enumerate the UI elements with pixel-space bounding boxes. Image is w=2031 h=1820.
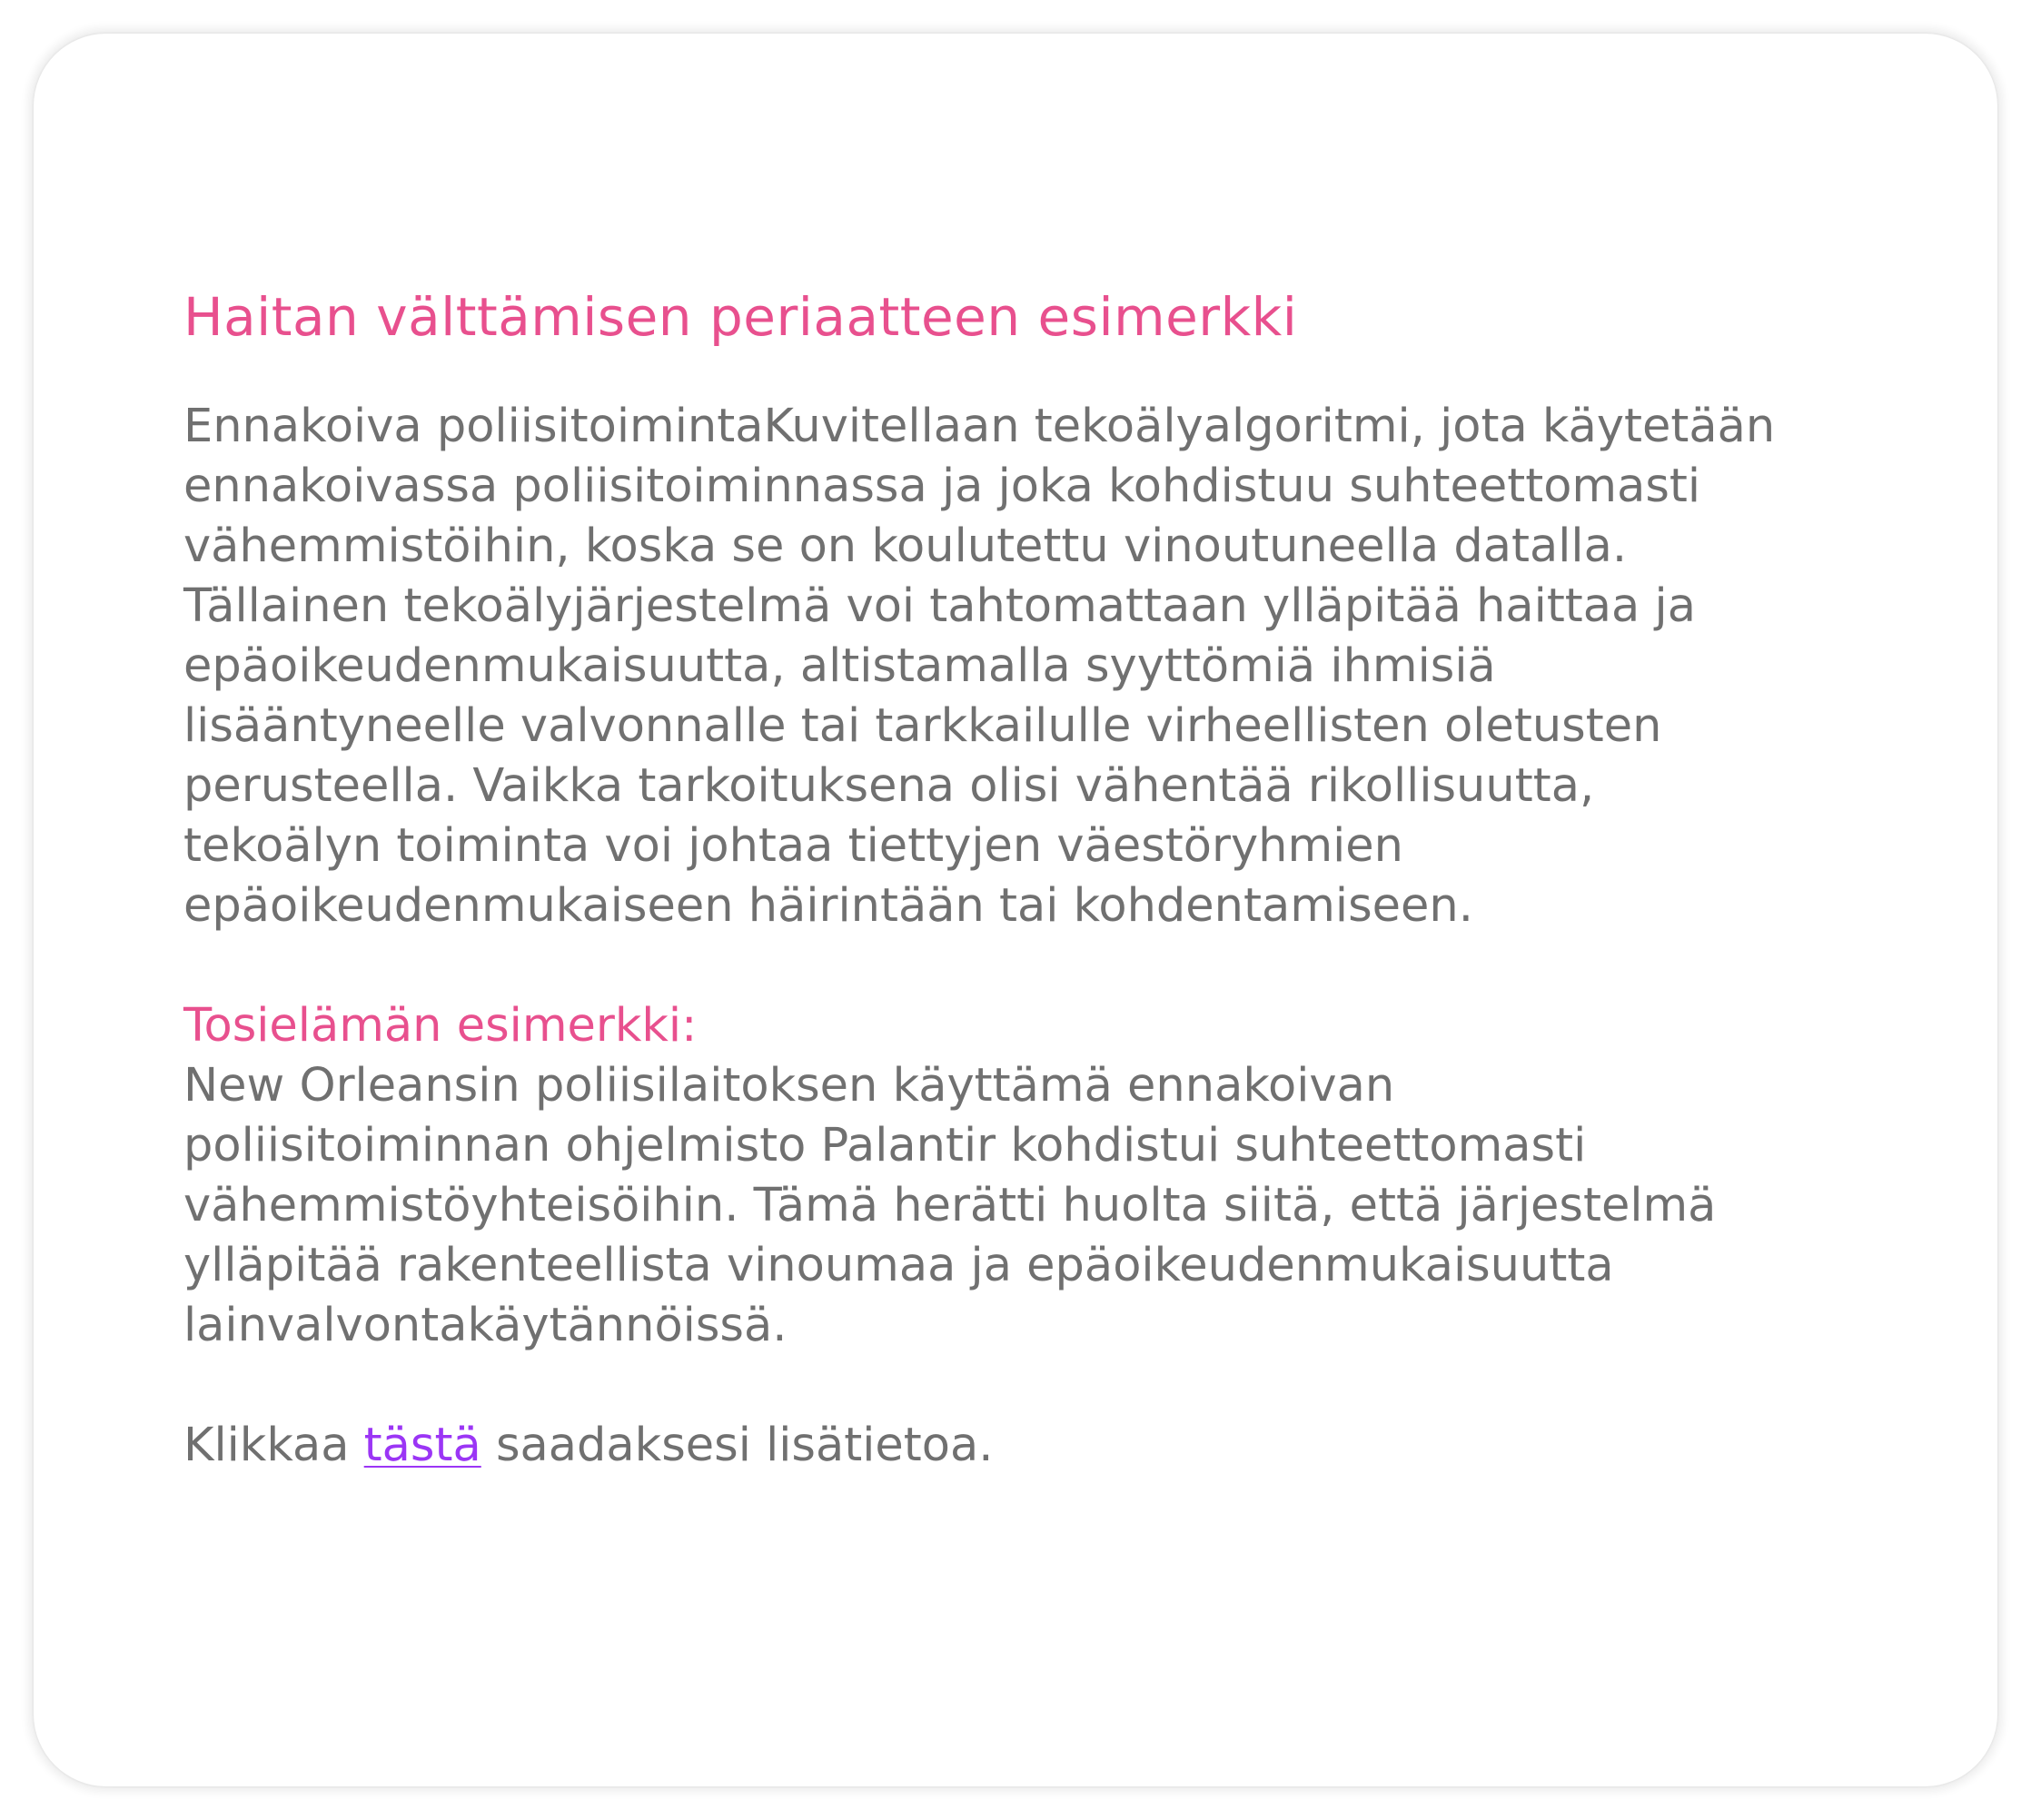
real-example-paragraph: New Orleansin poliisilaitoksen käyttämä ennakoivan poliisitoiminnan ohjelmisto Palantir kohdistui suhteettomasti vähemmistöyhteisöihin. Tämä herätti huolta siitä, että järjestelmä ylläpitää rakenteellista vinoumaa ja epäoikeudenmukaisuutta lainvalvontakäytännöissä. xyxy=(183,1059,1717,1352)
card-title: Haitan välttämisen periaatteen esimerkki xyxy=(183,286,1298,348)
card-content xyxy=(183,281,1955,1476)
content-card xyxy=(34,34,1997,1786)
more-info-link[interactable]: tästä xyxy=(363,1419,481,1472)
more-info-suffix: saadaksesi lisätietoa. xyxy=(481,1419,994,1472)
intro-paragraph: Ennakoiva poliisitoimintaKuvitellaan tekoälyalgoritmi, jota käytetään ennakoivassa poliisitoiminnassa ja joka kohdistuu suhteettomasti vähemmistöihin, koska se on koulutettu vinoutuneella datalla. Tällainen tekoälyjärjestelmä voi tahtomattaan ylläpitää haittaa ja epäoikeudenmukaisuutta, altistamalla syyttömiä ihmisiä lisääntyneelle valvonnalle tai tarkkailulle virheellisten oletusten perusteella. Vaikka tarkoituksena olisi vähentää rikollisuutta, tekoälyn toiminta voi johtaa tiettyjen väestöryhmien epäoikeudenmukaiseen häirintään tai kohdentamiseen. xyxy=(183,400,1776,933)
real-example-heading: Tosielämän esimerkki: xyxy=(183,999,698,1053)
more-info-prefix: Klikkaa xyxy=(183,1419,364,1472)
more-info-line xyxy=(183,1416,1955,1476)
